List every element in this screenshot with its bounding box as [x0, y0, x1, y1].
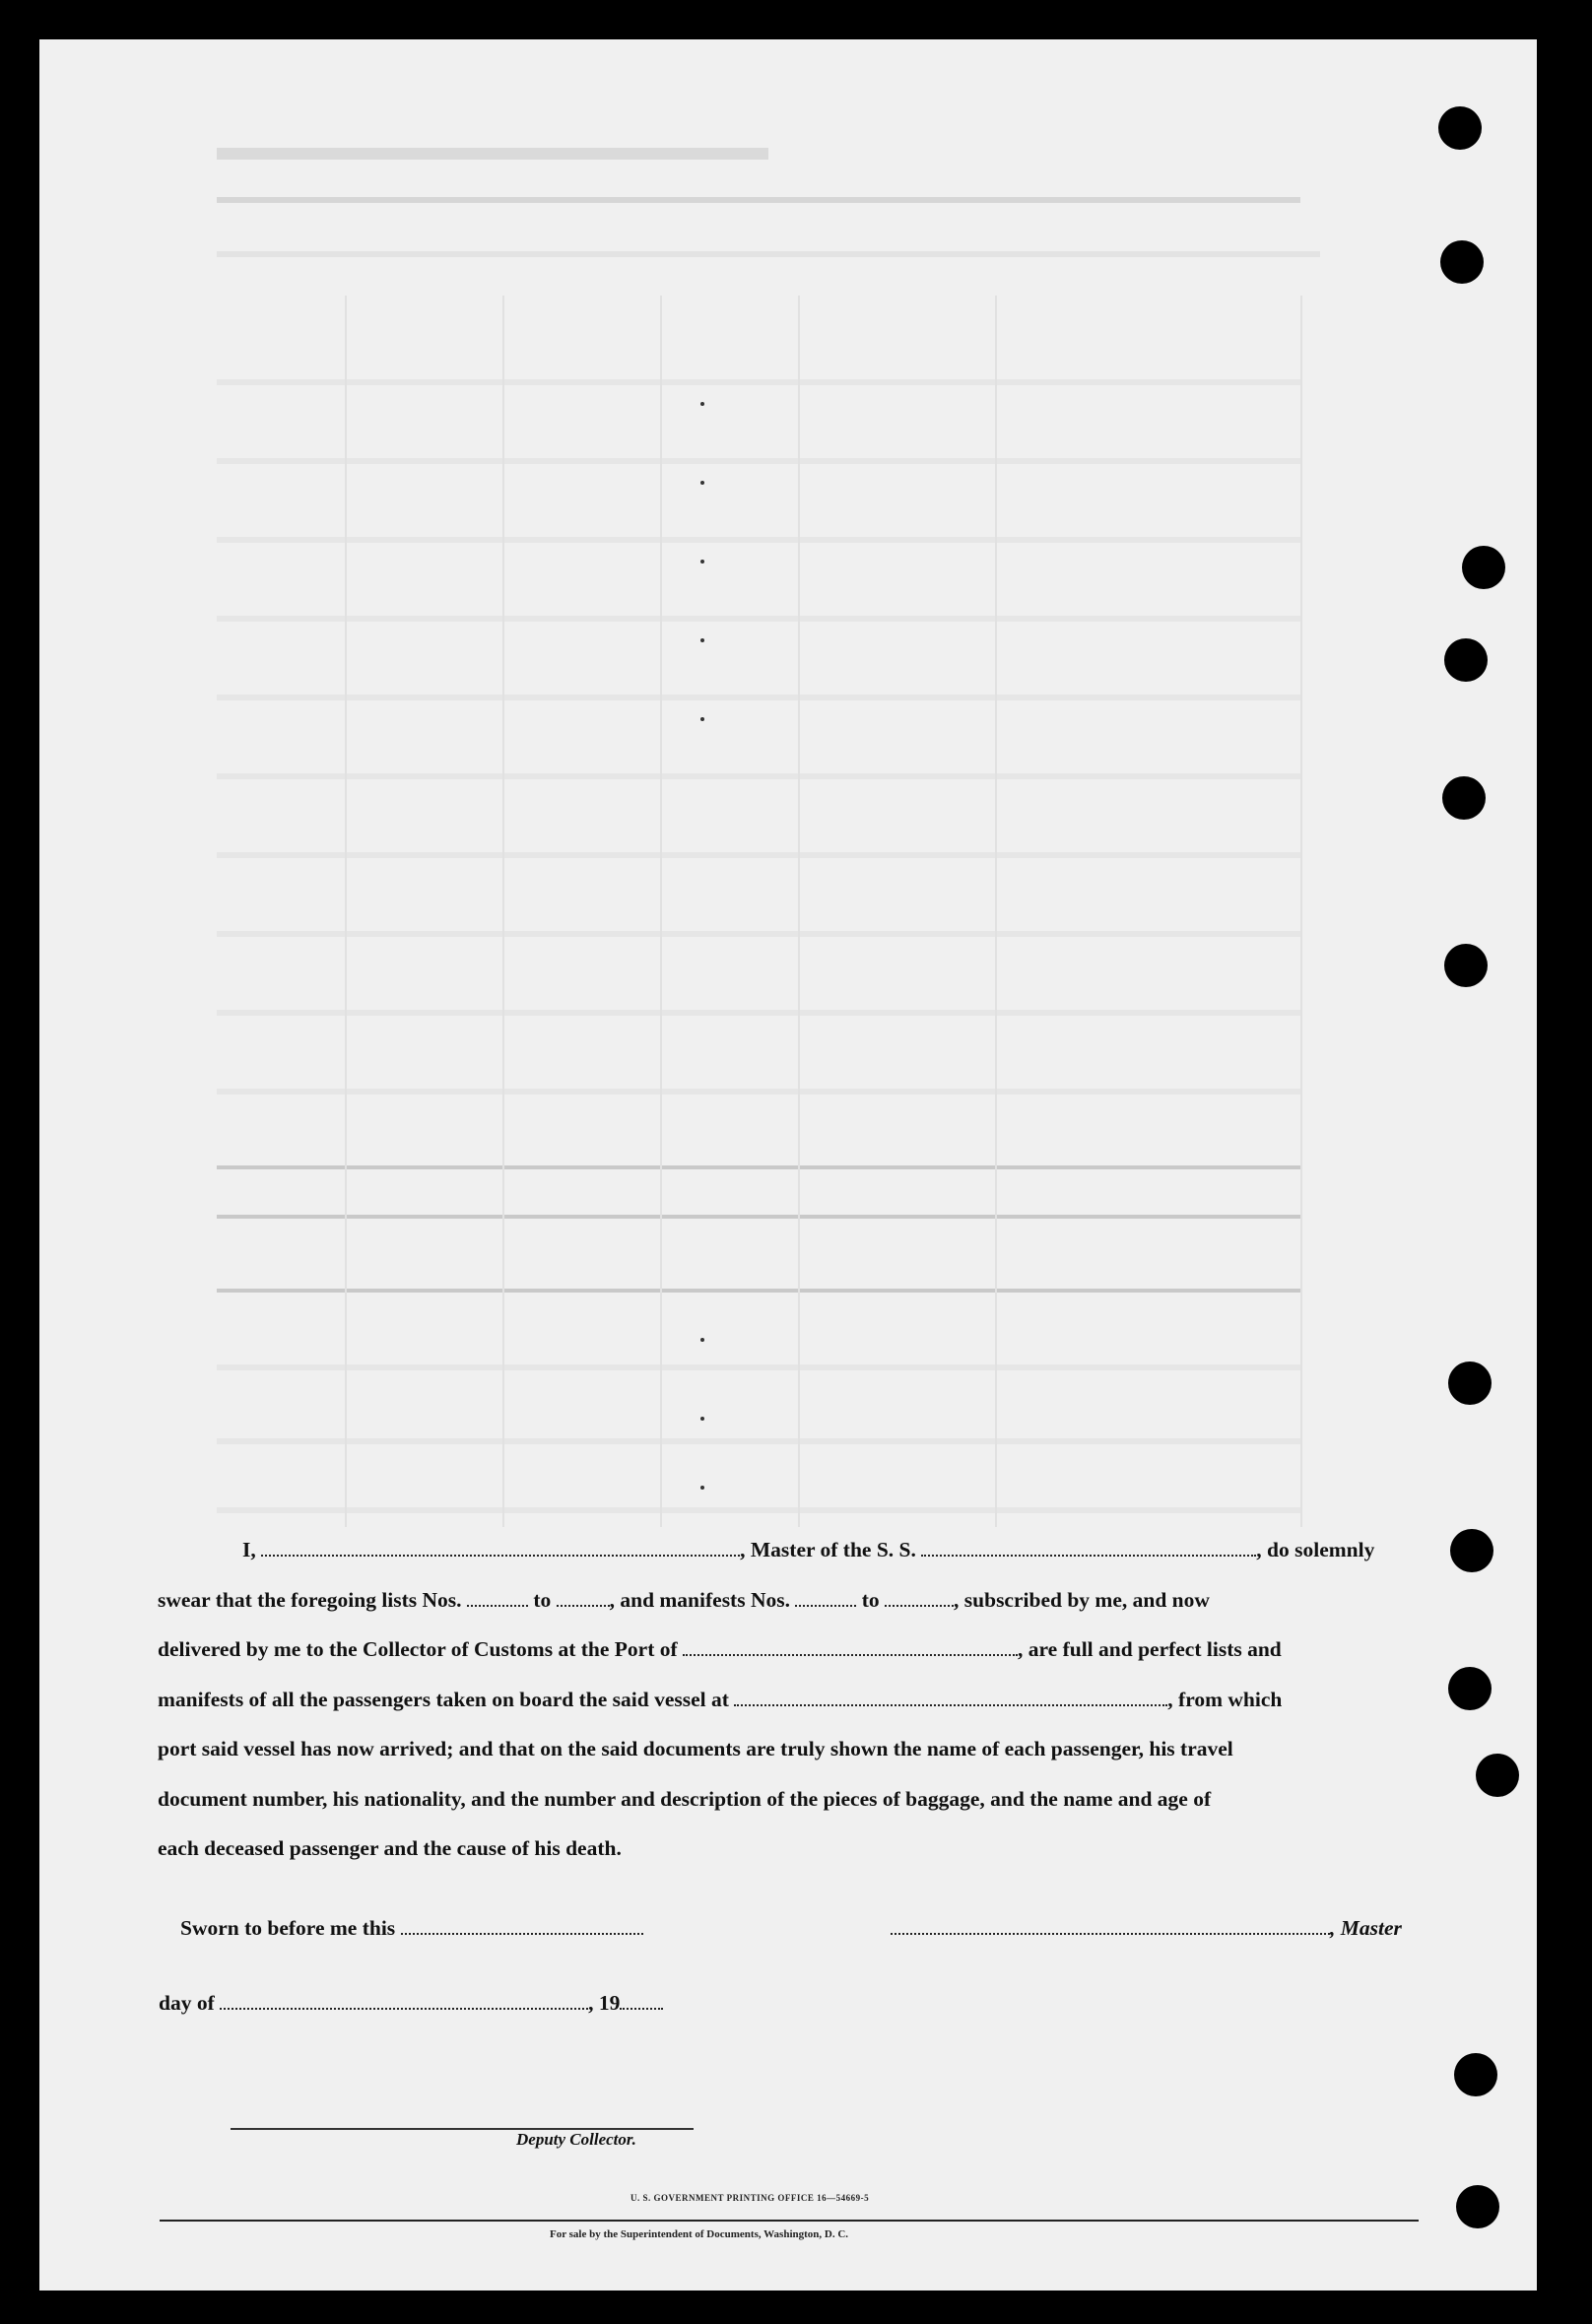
sworn-date-blank[interactable] [401, 1913, 643, 1935]
lists-from-blank[interactable] [467, 1585, 528, 1607]
oath-each-deceased: each deceased passenger and the cause of his death. [158, 1836, 622, 1860]
day-of-label: day of [159, 1991, 215, 2015]
sworn-label: Sworn to before me this [180, 1916, 396, 1940]
bottom-rule [160, 2220, 1419, 2222]
oath-swear-that: swear that the foregoing lists Nos. [158, 1587, 462, 1612]
binder-hole [1456, 2185, 1499, 2228]
year-blank[interactable] [620, 1988, 663, 2010]
master-signature-blank[interactable] [891, 1913, 1330, 1935]
binder-hole [1450, 1529, 1493, 1572]
ship-name-blank[interactable] [921, 1535, 1256, 1557]
binder-hole [1444, 944, 1488, 987]
binder-hole [1448, 1667, 1492, 1710]
oath-port-said: port said vessel has now arrived; and that on the said documents are truly shown the name of each passenger, his travel [158, 1737, 1233, 1760]
binder-hole [1454, 2053, 1497, 2096]
day-of-blank[interactable] [220, 1988, 588, 2010]
oath-i: I, [242, 1538, 256, 1561]
oath-master-of-ss: , Master of the S. S. [740, 1538, 916, 1561]
oath-to-1: to [533, 1587, 552, 1612]
oath-manifests-all: manifests of all the passengers taken on board the said vessel at [158, 1687, 729, 1711]
oath-document-number: document number, his nationality, and the number and description of the pieces of baggage, and the name and age of [158, 1786, 1212, 1811]
master-name-blank[interactable] [261, 1535, 740, 1557]
oath-delivered: delivered by me to the Collector of Customs at the Port of [158, 1637, 678, 1661]
sworn-row [180, 1913, 643, 1941]
perforation-dots [699, 394, 705, 1497]
oath-from-which: , from which [1167, 1687, 1283, 1711]
manifests-from-blank[interactable] [795, 1585, 856, 1607]
lists-to-blank[interactable] [557, 1585, 610, 1607]
binder-hole [1442, 776, 1486, 820]
gpo-imprint: U. S. GOVERNMENT PRINTING OFFICE 16—54669-5 [630, 2193, 870, 2203]
departure-port-blank[interactable] [734, 1685, 1167, 1706]
deputy-collector-label: Deputy Collector. [516, 2130, 636, 2149]
binder-hole [1462, 546, 1505, 589]
binder-hole [1444, 638, 1488, 682]
oath-and-manifests: , and manifests Nos. [609, 1587, 790, 1612]
binder-hole [1476, 1754, 1519, 1797]
manifests-to-blank[interactable] [885, 1585, 954, 1607]
oath-full-perfect: , are full and perfect lists and [1018, 1637, 1282, 1661]
binder-hole [1448, 1361, 1492, 1405]
binder-hole [1440, 240, 1484, 284]
oath-to-2: to [861, 1587, 880, 1612]
master-label: , Master [1330, 1916, 1402, 1940]
oath-do-solemnly: , do solemnly [1256, 1538, 1375, 1561]
oath-paragraph [158, 1525, 1414, 1874]
manifest-page [39, 39, 1537, 2291]
day-of-row [159, 1988, 663, 2016]
port-blank[interactable] [683, 1634, 1018, 1656]
master-signature-row [891, 1913, 1402, 1941]
binder-hole [1438, 106, 1482, 150]
bleed-through-background [39, 39, 1537, 1566]
year-prefix: , 19 [588, 1991, 621, 2015]
oath-subscribed: , subscribed by me, and now [954, 1587, 1210, 1612]
for-sale-imprint: For sale by the Superintendent of Documents, Washington, D. C. [550, 2228, 849, 2240]
